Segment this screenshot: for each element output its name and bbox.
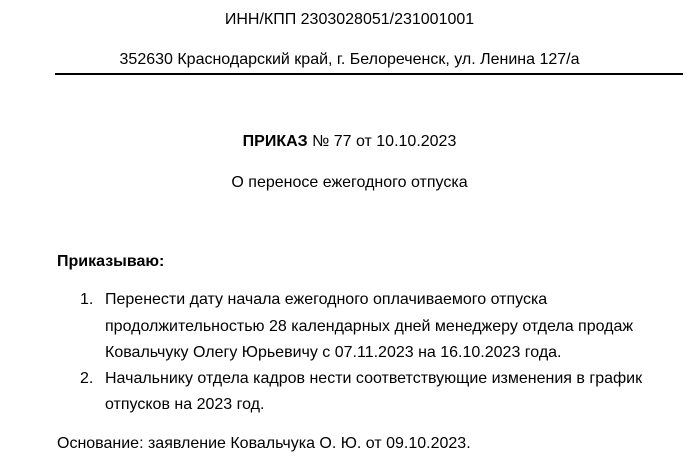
list-item-line: отпусков на 2023 год. [105,396,265,413]
basis-line: Основание: заявление Ковальчука О. Ю. от 09.10.2023. [57,435,471,452]
list-item-number: 1. [80,291,94,308]
header-divider [55,73,683,75]
directive-heading: Приказываю: [57,253,165,270]
address-line: 352630 Краснодарский край, г. Белореченск, ул. Ленина 127/а [119,51,580,68]
inn-kpp-line: ИНН/КПП 2303028051/231001001 [224,11,475,28]
list-item-line: Ковальчуку Олегу Юрьевичу с 07.11.2023 на 16.10.2023 года. [105,344,562,361]
list-item-line: Начальнику отдела кадров нести соответствующие изменения в график [105,370,643,387]
order-title-keyword: ПРИКАЗ [242,133,308,150]
list-item-line: Перенести дату начала ежегодного оплачиваемого отпуска [105,291,548,308]
order-title [0,132,699,152]
order-number-date: № 77 от 10.10.2023 [307,133,457,150]
list-item-line: продолжительностью 28 календарных дней менеджеру отдела продаж [105,318,634,335]
order-subject: О переносе ежегодного отпуска [231,174,468,191]
list-item-number: 2. [80,370,94,387]
